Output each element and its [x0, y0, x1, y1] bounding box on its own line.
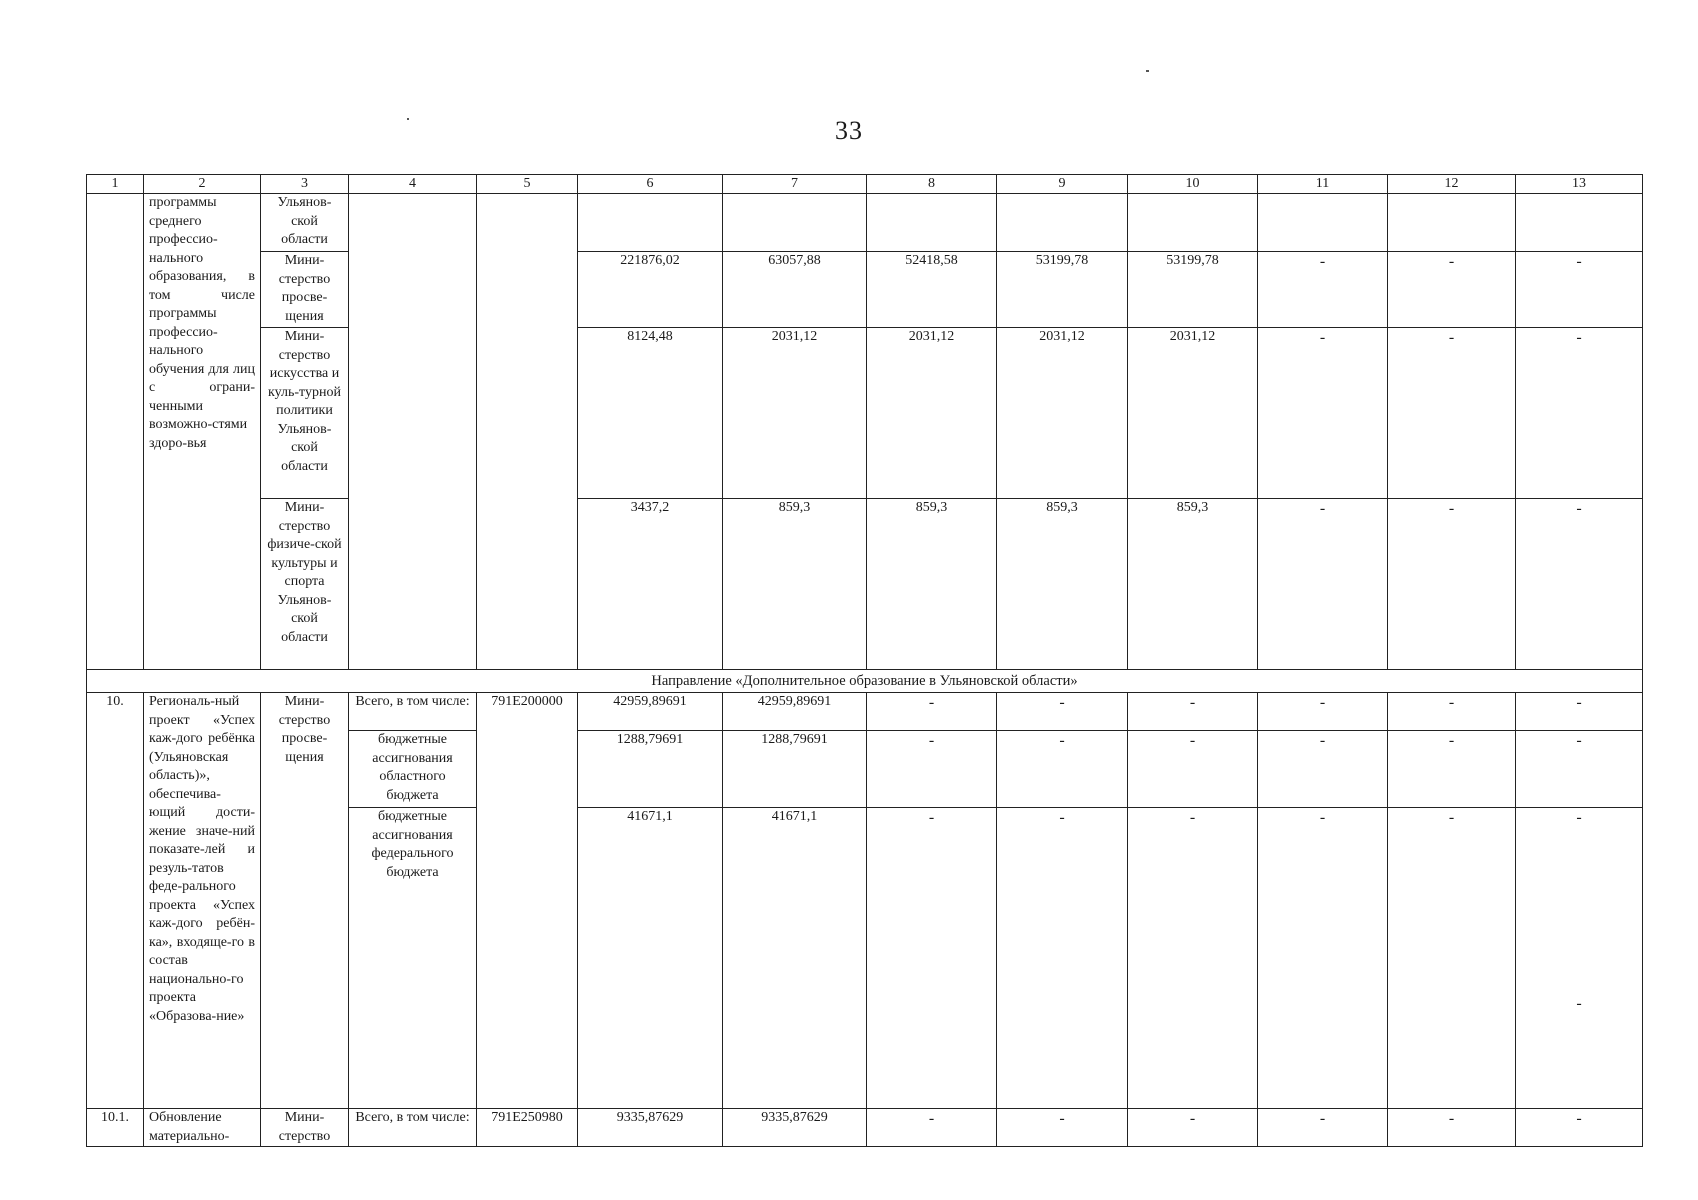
executor-cell: Ульянов-ской области: [261, 194, 349, 252]
value-cell: 52418,58: [867, 252, 997, 328]
table-row: [87, 693, 1643, 731]
value-cell: -: [997, 808, 1128, 1109]
value-cell: 9335,87629: [578, 1109, 723, 1147]
value-cell: [1128, 194, 1258, 252]
code-cell: [477, 194, 578, 670]
value-cell: 53199,78: [997, 252, 1128, 328]
value-cell: -: [1388, 808, 1516, 1109]
executor-cell: Мини-стерство просве-щения: [261, 693, 349, 1109]
value-cell: -: [1258, 731, 1388, 808]
value-cell: 9335,87629: [723, 1109, 867, 1147]
column-number: 10: [1128, 175, 1258, 194]
value-cell: 63057,88: [723, 252, 867, 328]
page-number: 33: [835, 116, 863, 145]
value-cell: [723, 194, 867, 252]
value-cell: 859,3: [997, 499, 1128, 670]
value-cell: -: [997, 1109, 1128, 1147]
section-row: [87, 670, 1643, 693]
value-cell: -: [1128, 731, 1258, 808]
value-cell: [867, 194, 997, 252]
value-cell: -: [867, 693, 997, 731]
executor-cell: Мини-стерство физиче-ской культуры и спорта Ульянов-ской области: [261, 499, 349, 670]
value-cell: -: [1516, 328, 1643, 499]
value-cell: 41671,1: [723, 808, 867, 1109]
value-cell: -: [1388, 328, 1516, 499]
column-number: 12: [1388, 175, 1516, 194]
scan-speck: [407, 118, 409, 120]
executor-cell: Мини-стерство просве-щения: [261, 252, 349, 328]
value-cell: 41671,1: [578, 808, 723, 1109]
table-row: [87, 194, 1643, 252]
value-cell: -: [1388, 731, 1516, 808]
row-number-cell: [87, 194, 144, 670]
column-number: 7: [723, 175, 867, 194]
value-cell: -: [1258, 808, 1388, 1109]
column-number: 13: [1516, 175, 1643, 194]
row-number-cell: 10.: [87, 693, 144, 1109]
source-cell: бюджетные ассигнования областного бюджета: [349, 731, 477, 808]
value-cell: 53199,78: [1128, 252, 1258, 328]
value-cell: -: [867, 731, 997, 808]
source-cell: бюджетные ассигнования федерального бюджета: [349, 808, 477, 1109]
value-cell: 2031,12: [997, 328, 1128, 499]
event-name: Обновление материально-: [144, 1109, 261, 1147]
column-number: 8: [867, 175, 997, 194]
value-cell: [1516, 808, 1643, 1109]
value-cell: 2031,12: [723, 328, 867, 499]
value-cell: 3437,2: [578, 499, 723, 670]
value-cell: -: [1128, 693, 1258, 731]
value-cell: -: [1516, 252, 1643, 328]
value-cell: -: [1258, 328, 1388, 499]
value-cell: [1388, 194, 1516, 252]
scan-speck: [1146, 70, 1149, 72]
value-cell: [578, 194, 723, 252]
value-cell: 42959,89691: [578, 693, 723, 731]
budget-table: [86, 174, 1643, 1147]
value-cell: 859,3: [1128, 499, 1258, 670]
value-cell: -: [1516, 731, 1643, 808]
value-cell: -: [1516, 1109, 1643, 1147]
column-number: 2: [144, 175, 261, 194]
value-cell: [1516, 194, 1643, 252]
value-cell: -: [1128, 1109, 1258, 1147]
source-cell: Всего, в том числе:: [349, 1109, 477, 1147]
code-cell: 791Е250980: [477, 1109, 578, 1147]
source-cell: Всего, в том числе:: [349, 693, 477, 731]
value-cell: -: [997, 731, 1128, 808]
column-number-row: [87, 175, 1643, 194]
stray-mark: -: [1576, 995, 1582, 1012]
table-row: [87, 1109, 1643, 1147]
code-cell: 791Е200000: [477, 693, 578, 1109]
column-number: 4: [349, 175, 477, 194]
column-number: 9: [997, 175, 1128, 194]
value-cell: -: [1516, 693, 1643, 731]
table-row: [87, 252, 1643, 328]
value-cell: 2031,12: [1128, 328, 1258, 499]
value-cell: -: [1258, 499, 1388, 670]
value-cell: [1258, 194, 1388, 252]
value-cell: -: [1258, 252, 1388, 328]
value-cell: -: [1388, 1109, 1516, 1147]
value-cell: -: [1388, 693, 1516, 731]
column-number: 3: [261, 175, 349, 194]
table-row: [87, 328, 1643, 499]
value-cell: -: [867, 1109, 997, 1147]
column-number: 6: [578, 175, 723, 194]
value-cell: [997, 194, 1128, 252]
section-title: Направление «Дополнительное образование в Ульяновской области»: [87, 670, 1643, 693]
executor-cell: Мини-стерство: [261, 1109, 349, 1147]
value-cell: -: [1258, 693, 1388, 731]
source-cell: [349, 194, 477, 670]
column-number: 1: [87, 175, 144, 194]
table-row: [87, 499, 1643, 670]
value-cell: -: [1516, 499, 1643, 670]
event-name: Региональ-ный проект «Успех каж-дого ребёнка (Ульяновская область)», обеспечива-ющий дости-жение значе-ний показате-лей и резуль-татов феде-рального проекта «Успех каж-дого ребён-ка», входяще-го в состав национально-го проекта «Образова-ние»: [144, 693, 261, 1109]
event-name: программы среднего профессио-нального образования, в том числе программы профессио-нального обучения для лиц с ограни-ченными возможно-стями здоро-вья: [144, 194, 261, 670]
column-number: 5: [477, 175, 578, 194]
value-cell: 2031,12: [867, 328, 997, 499]
value-text: -: [1576, 809, 1582, 826]
value-cell: 221876,02: [578, 252, 723, 328]
value-cell: 859,3: [867, 499, 997, 670]
value-cell: 859,3: [723, 499, 867, 670]
row-number-cell: 10.1.: [87, 1109, 144, 1147]
column-number: 11: [1258, 175, 1388, 194]
value-cell: 8124,48: [578, 328, 723, 499]
executor-cell: Мини-стерство искусства и куль-турной политики Ульянов-ской области: [261, 328, 349, 499]
value-cell: 1288,79691: [578, 731, 723, 808]
value-cell: 1288,79691: [723, 731, 867, 808]
value-cell: -: [1388, 499, 1516, 670]
value-cell: -: [1258, 1109, 1388, 1147]
value-cell: -: [997, 693, 1128, 731]
value-cell: 42959,89691: [723, 693, 867, 731]
value-cell: -: [1388, 252, 1516, 328]
value-cell: -: [867, 808, 997, 1109]
value-cell: -: [1128, 808, 1258, 1109]
